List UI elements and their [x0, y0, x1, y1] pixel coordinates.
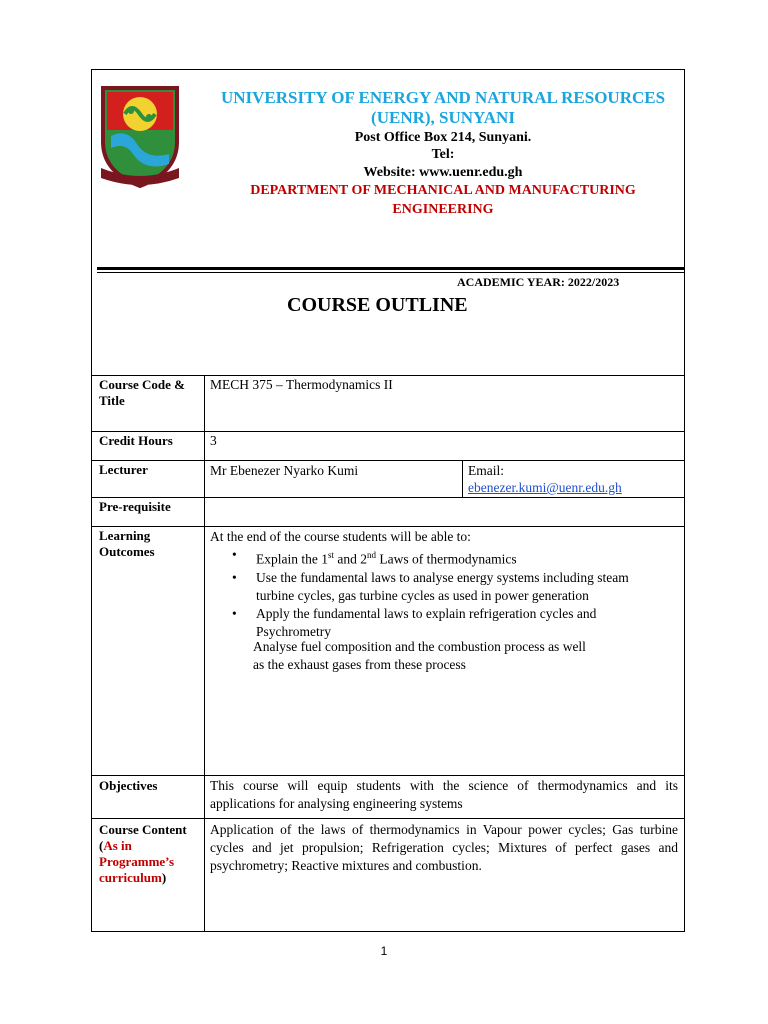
postal-address: Post Office Box 214, Sunyani.: [354, 130, 532, 145]
page-number: 1: [380, 944, 388, 958]
learning-outcomes-list: [232, 546, 684, 641]
bullet-icon: •: [232, 605, 237, 621]
learning-outcomes-intro: At the end of the course students will be able to:: [210, 529, 471, 544]
list-item: • Explain the 1st and 2nd Laws of thermodynamics: [232, 547, 517, 567]
objectives-value: This course will equip students with the science of thermodynamics and its applications for analysing engineering systems: [210, 778, 678, 811]
table-row-divider: [91, 818, 685, 819]
learning-outcomes-label: Learning Outcomes: [99, 528, 155, 559]
telephone-label: Tel:: [431, 147, 455, 162]
table-row-divider: [91, 526, 685, 527]
objectives-label: Objectives: [99, 778, 158, 793]
bullet-icon: •: [232, 569, 237, 585]
website-line: Website: www.uenr.edu.gh: [363, 165, 523, 180]
credit-hours-label: Credit Hours: [99, 433, 173, 448]
table-row-divider: [91, 460, 685, 461]
email-link[interactable]: ebenezer.kumi@uenr.edu.gh: [468, 480, 622, 495]
table-email-divider: [462, 460, 463, 497]
course-content-value: Application of the laws of thermodynamics in Vapour power cycles; Gas turbine cycles and jet propulsion; Refrigeration cycles; Mixtures of perfect gases and psychrometry; Reactive mixtures and combustion.: [210, 822, 678, 873]
list-item: • Apply the fundamental laws to explain refrigeration cycles and Psychrometry: [232, 605, 597, 639]
academic-year: ACADEMIC YEAR: 2022/2023: [457, 275, 620, 289]
department-name-line-1: DEPARTMENT OF MECHANICAL AND MANUFACTURING: [250, 183, 636, 198]
list-item: • Use the fundamental laws to analyse energy systems including steam turbine cycles, gas turbine cycles as used in power generation: [232, 569, 629, 603]
credit-hours-value: 3: [210, 433, 217, 448]
bullet-icon: •: [232, 547, 237, 562]
lecturer-value: Mr Ebenezer Nyarko Kumi: [210, 463, 359, 478]
lecturer-label: Lecturer: [99, 462, 148, 477]
table-row-divider: [91, 431, 685, 432]
document-title: COURSE OUTLINE: [287, 294, 468, 316]
course-content-label: Course Content (As in Programme’s curriculum): [99, 822, 187, 885]
header-divider-thick: [97, 267, 685, 270]
course-code-value: MECH 375 – Thermodynamics II: [210, 377, 393, 392]
university-name-line-1: UNIVERSITY OF ENERGY AND NATURAL RESOURCES: [220, 88, 666, 107]
table-column-divider: [204, 375, 205, 932]
email-label: Email:: [468, 463, 504, 478]
learning-outcome-4: Analyse fuel composition and the combustion process as well as the exhaust gases from these process: [253, 639, 586, 672]
table-row-divider: [91, 497, 685, 498]
department-name-line-2: ENGINEERING: [392, 202, 494, 217]
university-crest-logo: [97, 84, 183, 190]
header-divider-thin: [97, 272, 685, 273]
university-name-line-2: (UENR), SUNYANI: [371, 108, 515, 127]
table-row-divider: [91, 775, 685, 776]
prerequisite-label: Pre-requisite: [99, 499, 171, 514]
course-code-label: Course Code & Title: [99, 377, 185, 408]
